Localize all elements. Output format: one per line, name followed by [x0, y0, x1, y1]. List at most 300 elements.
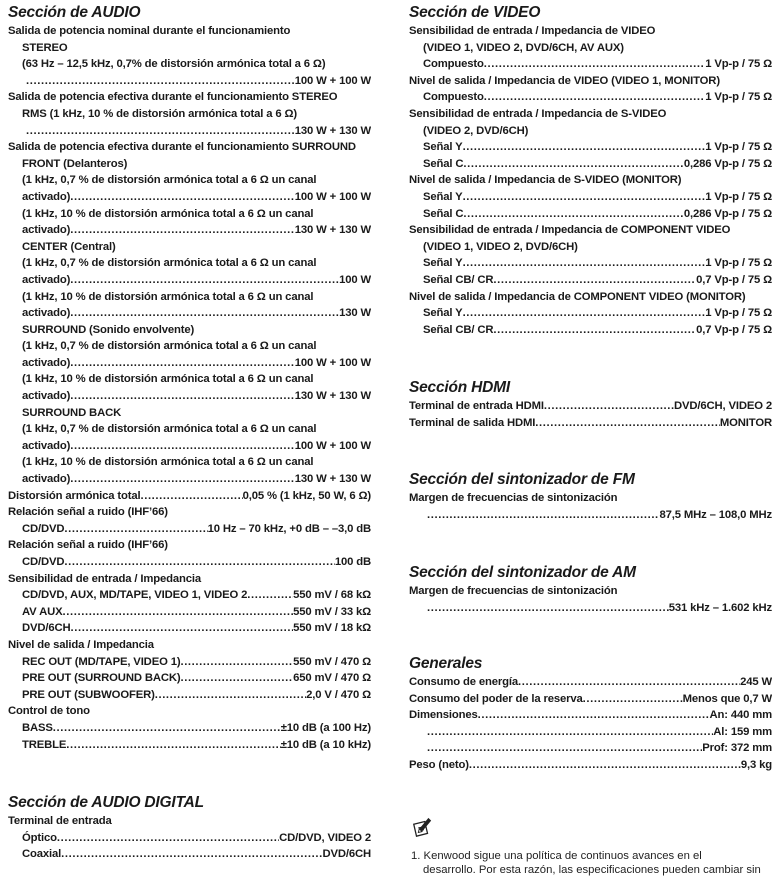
leader-row [22, 737, 371, 754]
spec-text: Margen de frecuencias de sintonización [409, 585, 618, 597]
spec-row [8, 388, 371, 405]
spec-text: (1 kHz, 10 % de distorsión armónica total a 6 Ω un canal [22, 456, 314, 469]
spec-row [8, 830, 371, 847]
spec-heading [8, 56, 371, 73]
spec-value: 1 Vp-p / 75 Ω [705, 91, 772, 104]
spec-text: (VIDEO 1, VIDEO 2, DVD/6CH) [423, 240, 578, 253]
spec-text: Margen de frecuencias de sintonización [409, 492, 618, 504]
spec-row [409, 415, 772, 432]
spec-list [409, 583, 772, 616]
spec-row [8, 620, 371, 637]
dot-leader [26, 73, 295, 90]
spec-value: DVD/6CH [322, 848, 371, 861]
spec-heading [8, 703, 371, 720]
section-title: Sección de AUDIO [8, 4, 141, 21]
dot-leader [463, 139, 706, 156]
spec-heading [8, 156, 371, 173]
leader-row [22, 846, 371, 863]
spec-value: 1 Vp-p / 75 Ω [705, 257, 772, 270]
spec-heading [409, 23, 772, 40]
spec-value: 130 W + 130 W [294, 390, 371, 403]
leader-row [22, 687, 371, 704]
leader-row [427, 600, 772, 617]
leader-row [26, 73, 371, 90]
spec-label: Consumo de energía [409, 676, 519, 688]
spec-heading [409, 222, 772, 239]
dot-leader [71, 620, 294, 637]
spec-row [8, 222, 371, 239]
spec-text: (1 kHz, 0,7 % de distorsión armónica total a 6 Ω un canal [22, 174, 317, 187]
spec-value: 130 W + 130 W [294, 473, 371, 486]
spec-row [409, 189, 772, 206]
spec-text: (1 kHz, 10 % de distorsión armónica total a 6 Ω un canal [22, 373, 314, 386]
spec-value: 0,286 Vp-p / 75 Ω [683, 207, 772, 220]
leader-row [423, 255, 772, 272]
spec-heading [8, 338, 371, 355]
spec-value: 550 mV / 33 kΩ [293, 605, 371, 618]
spec-text: Sensibilidad de entrada / Impedancia de S-VIDEO [409, 107, 667, 120]
spec-row [409, 724, 772, 741]
dot-leader [63, 604, 294, 621]
spec-value: 650 mV / 470 Ω [293, 672, 371, 685]
spec-heading [8, 537, 371, 554]
spec-text: Sensibilidad de entrada / Impedancia de VIDEO [409, 25, 656, 37]
dot-leader [53, 720, 281, 737]
leader-row [409, 674, 772, 691]
section-am-tuner [409, 563, 772, 616]
spec-heading [8, 255, 371, 272]
note-line: desarrollo. Por esta razón, las especificaciones pueden cambiar sin [423, 864, 761, 876]
spec-text: STEREO [22, 41, 68, 54]
leader-row [22, 305, 371, 322]
spec-heading [409, 583, 772, 600]
spec-text: SURROUND BACK [22, 406, 122, 419]
spec-row [8, 189, 371, 206]
dot-leader [70, 189, 295, 206]
spec-row [8, 123, 371, 140]
dot-leader [70, 222, 295, 239]
dot-leader [493, 322, 696, 339]
spec-heading [8, 637, 371, 654]
spec-row [409, 56, 772, 73]
spec-value: 87,5 MHz – 108,0 MHz [659, 508, 772, 521]
spec-value: 9,3 kg [740, 758, 772, 771]
dot-leader [70, 355, 295, 372]
spec-heading [8, 405, 371, 422]
spec-value: ±10 dB (a 100 Hz) [280, 721, 371, 734]
spec-text: Salida de potencia nominal durante el funcionamiento [8, 25, 291, 37]
spec-label: Señal CB/ CR [423, 273, 494, 286]
spec-value: Al: 159 mm [713, 725, 772, 738]
spec-text: (1 kHz, 10 % de distorsión armónica total a 6 Ω un canal [22, 290, 314, 303]
spec-value: 1 Vp-p / 75 Ω [705, 190, 772, 203]
spec-label: DVD/6CH [22, 622, 71, 635]
dot-leader [463, 255, 706, 272]
spec-value: 0,286 Vp-p / 75 Ω [683, 157, 772, 170]
spec-label: activado) [22, 273, 71, 286]
spec-label: Señal CB/ CR [423, 323, 494, 336]
spec-row [8, 305, 371, 322]
spec-row [8, 521, 371, 538]
spec-label: CD/DVD [22, 522, 65, 535]
spec-value: 550 mV / 470 Ω [293, 655, 371, 668]
dot-leader [427, 600, 669, 617]
spec-row [8, 720, 371, 737]
spec-label: PRE OUT (SURROUND BACK) [22, 672, 181, 685]
section-fm-tuner [409, 470, 772, 523]
spec-label: Señal C [423, 207, 464, 220]
spec-text: Nivel de salida / Impedancia de S-VIDEO (MONITOR) [409, 174, 682, 187]
spec-label: Dimensiones [409, 709, 478, 722]
spec-text: (63 Hz – 12,5 kHz, 0,7% de distorsión armónica total a 6 Ω) [22, 58, 326, 71]
spec-text: Sensibilidad de entrada / Impedancia de COMPONENT VIDEO [409, 224, 731, 237]
spec-text: Terminal de entrada [8, 815, 112, 827]
spec-label: activado) [22, 390, 71, 403]
note-line: 1. Kenwood sigue una política de continuos avances en el [411, 850, 702, 862]
spec-value: 550 mV / 18 kΩ [293, 622, 371, 635]
spec-row [409, 156, 772, 173]
leader-row [423, 206, 772, 223]
spec-text: SURROUND (Sonido envolvente) [22, 323, 195, 336]
dot-leader [70, 388, 295, 405]
section-general [409, 654, 772, 774]
spec-row [8, 488, 371, 505]
spec-row [409, 707, 772, 724]
leader-row [423, 305, 772, 322]
spec-value: 0,7 Vp-p / 75 Ω [696, 273, 772, 286]
spec-text: Salida de potencia efectiva durante el funcionamiento SURROUND [8, 141, 356, 154]
spec-heading [8, 813, 371, 830]
section-title: Sección HDMI [409, 379, 510, 396]
spec-text: (VIDEO 2, DVD/6CH) [423, 124, 529, 137]
spec-text: Nivel de salida / Impedancia de COMPONENT VIDEO (MONITOR) [409, 290, 746, 303]
leader-row [423, 189, 772, 206]
spec-heading [409, 40, 772, 57]
section-title: Generales [409, 655, 483, 672]
leader-row [427, 724, 772, 741]
spec-row [409, 740, 772, 757]
spec-text: Control de tono [8, 705, 90, 718]
spec-list [409, 490, 772, 523]
spec-value: 100 W [339, 273, 371, 286]
spec-value: 10 Hz – 70 kHz, +0 dB – –3,0 dB [207, 522, 371, 535]
spec-label: Óptico [22, 831, 57, 844]
spec-label: Coaxial [22, 848, 62, 861]
dot-leader [463, 206, 683, 223]
leader-row [409, 691, 772, 708]
spec-heading [8, 322, 371, 339]
dot-leader [518, 674, 740, 691]
spec-heading [409, 123, 772, 140]
dot-leader [70, 272, 339, 289]
dot-leader [484, 56, 705, 73]
spec-heading [409, 289, 772, 306]
spec-label: CD/DVD, AUX, MD/TAPE, VIDEO 1, VIDEO 2 [22, 589, 248, 602]
spec-heading [8, 421, 371, 438]
spec-text: (1 kHz, 10 % de distorsión armónica total a 6 Ω un canal [22, 207, 314, 220]
dot-leader [478, 707, 710, 724]
spec-label: REC OUT (MD/TAPE, VIDEO 1) [22, 655, 181, 668]
dot-leader [427, 724, 713, 741]
dot-leader [427, 507, 659, 524]
spec-label: activado) [22, 190, 71, 203]
leader-row [423, 56, 772, 73]
spec-text: (1 kHz, 0,7 % de distorsión armónica total a 6 Ω un canal [22, 340, 317, 353]
spec-label: Señal Y [423, 307, 463, 320]
spec-row [409, 206, 772, 223]
spec-text: FRONT (Delanteros) [22, 157, 128, 170]
spec-value: 100 dB [334, 556, 371, 568]
spec-row [8, 73, 371, 90]
dot-leader [70, 471, 295, 488]
dot-leader [493, 272, 696, 289]
spec-heading [8, 172, 371, 189]
leader-row [22, 272, 371, 289]
dot-leader [70, 305, 339, 322]
leader-row [423, 322, 772, 339]
dot-leader [180, 654, 293, 671]
spec-row [8, 604, 371, 621]
spec-list [8, 23, 371, 753]
dot-leader [535, 415, 720, 432]
section-video [409, 3, 772, 338]
leader-row [22, 521, 371, 538]
spec-row [409, 398, 772, 415]
dot-leader [247, 587, 293, 604]
spec-value: 1 Vp-p / 75 Ω [705, 141, 772, 154]
spec-heading [8, 504, 371, 521]
spec-row [8, 554, 371, 571]
dot-leader [66, 737, 280, 754]
dot-leader [484, 89, 705, 106]
leader-row [427, 507, 772, 524]
leader-row [22, 620, 371, 637]
spec-text: Nivel de salida / Impedancia de VIDEO (VIDEO 1, MONITOR) [409, 74, 720, 87]
note-block [409, 812, 774, 877]
spec-label: activado) [22, 473, 71, 486]
spec-row [409, 322, 772, 339]
spec-label: BASS [22, 721, 53, 734]
spec-label: AV AUX [22, 605, 63, 618]
spec-label: TREBLE [22, 738, 67, 751]
spec-row [409, 757, 772, 774]
spec-value: 245 W [740, 676, 772, 688]
spec-row [8, 355, 371, 372]
spec-heading [409, 239, 772, 256]
leader-row [22, 604, 371, 621]
leader-row [22, 670, 371, 687]
leader-row [409, 398, 772, 415]
spec-row [409, 674, 772, 691]
left-column [8, 0, 371, 861]
spec-heading [8, 40, 371, 57]
leader-row [427, 740, 772, 757]
spec-label: activado) [22, 224, 71, 237]
spec-heading [8, 571, 371, 588]
spec-label: activado) [22, 439, 71, 452]
leader-row [22, 189, 371, 206]
spec-value: 2,0 V / 470 Ω [306, 688, 371, 701]
spec-row [8, 272, 371, 289]
spec-label: Compuesto [423, 58, 484, 71]
spec-row [8, 471, 371, 488]
spec-heading [8, 289, 371, 306]
dot-leader [463, 156, 683, 173]
leader-row [22, 587, 371, 604]
spec-list [8, 813, 371, 863]
spec-value: 100 W + 100 W [294, 439, 371, 452]
dot-leader [57, 830, 279, 847]
spec-value: CD/DVD, VIDEO 2 [279, 831, 371, 844]
spec-value: 1 Vp-p / 75 Ω [705, 58, 772, 71]
spec-text: Salida de potencia efectiva durante el funcionamiento STEREO [8, 91, 338, 104]
leader-row [423, 139, 772, 156]
leader-row [22, 554, 371, 571]
spec-text: Relación señal a ruido (IHF’66) [8, 506, 168, 519]
dot-leader [469, 757, 741, 774]
spec-heading [8, 139, 371, 156]
spec-value: 100 W + 100 W [294, 74, 371, 87]
dot-leader [61, 846, 322, 863]
spec-heading [8, 454, 371, 471]
spec-text: (1 kHz, 0,7 % de distorsión armónica total a 6 Ω un canal [22, 423, 317, 436]
spec-heading [409, 73, 772, 90]
leader-row [22, 388, 371, 405]
spec-row [8, 846, 371, 863]
spec-label: Compuesto [423, 91, 484, 104]
spec-row [409, 272, 772, 289]
spec-row [8, 654, 371, 671]
leader-row [22, 654, 371, 671]
section-title: Sección de VIDEO [409, 4, 541, 21]
spec-label: activado) [22, 307, 71, 320]
spec-value: An: 440 mm [709, 709, 772, 722]
leader-row [423, 156, 772, 173]
dot-leader [427, 740, 702, 757]
spec-value: Menos que 0,7 W [682, 692, 772, 705]
spec-value: 130 W + 130 W [294, 224, 371, 237]
spec-text: Nivel de salida / Impedancia [8, 638, 154, 651]
spec-heading [8, 23, 371, 40]
leader-row [26, 123, 371, 140]
dot-leader [583, 691, 683, 708]
spec-value: 100 W + 100 W [294, 356, 371, 369]
spec-list [409, 23, 772, 338]
spec-label: Terminal de salida HDMI [409, 416, 536, 429]
leader-row [409, 707, 772, 724]
note-pencil-icon [411, 816, 433, 838]
spec-label: Señal Y [423, 257, 463, 270]
spec-row [409, 255, 772, 272]
spec-row [409, 89, 772, 106]
spec-label: Señal C [423, 157, 464, 170]
spec-label: Consumo del poder de la reserva [409, 692, 583, 705]
leader-row [22, 438, 371, 455]
leader-row [22, 222, 371, 239]
leader-row [8, 488, 371, 505]
dot-leader [140, 488, 242, 505]
leader-row [409, 415, 772, 432]
spec-label: CD/DVD [22, 556, 65, 568]
spec-value: 550 mV / 68 kΩ [293, 589, 371, 602]
spec-value: 1 Vp-p / 75 Ω [705, 307, 772, 320]
spec-row [409, 507, 772, 524]
leader-row [22, 355, 371, 372]
spec-row [8, 670, 371, 687]
spec-text: (VIDEO 1, VIDEO 2, DVD/6CH, AV AUX) [423, 41, 624, 54]
spec-heading [409, 106, 772, 123]
dot-leader [26, 123, 295, 140]
spec-label: Señal Y [423, 141, 463, 154]
spec-list [409, 398, 772, 431]
leader-row [22, 471, 371, 488]
dot-leader [70, 438, 295, 455]
spec-heading [8, 89, 371, 106]
dot-leader [463, 189, 706, 206]
spec-value: Prof: 372 mm [702, 742, 772, 755]
spec-heading [409, 490, 772, 507]
dot-leader [180, 670, 293, 687]
spec-row [409, 600, 772, 617]
dot-leader [64, 554, 334, 571]
section-hdmi [409, 378, 772, 431]
spec-heading [8, 371, 371, 388]
spec-value: 130 W [339, 307, 371, 320]
section-title: Sección del sintonizador de FM [409, 471, 635, 488]
spec-label: PRE OUT (SUBWOOFER) [22, 688, 155, 701]
dot-leader [463, 305, 706, 322]
spec-text: RMS (1 kHz, 10 % de distorsión armónica total a 6 Ω) [22, 107, 297, 120]
leader-row [22, 830, 371, 847]
section-audio-digital [8, 793, 371, 863]
section-title: Sección del sintonizador de AM [409, 564, 636, 581]
spec-value: 0,05 % (1 kHz, 50 W, 6 Ω) [242, 489, 371, 502]
spec-row [8, 587, 371, 604]
spec-row [8, 687, 371, 704]
leader-row [409, 757, 772, 774]
spec-value: 100 W + 100 W [294, 190, 371, 203]
spec-label: Señal Y [423, 190, 463, 203]
spec-label: Terminal de entrada HDMI [409, 400, 544, 412]
spec-label: Peso (neto) [409, 758, 469, 771]
spec-heading [8, 239, 371, 256]
spec-text: (1 kHz, 0,7 % de distorsión armónica total a 6 Ω un canal [22, 257, 317, 270]
spec-list [409, 674, 772, 774]
spec-value: MONITOR [719, 416, 772, 429]
spec-text: Sensibilidad de entrada / Impedancia [8, 572, 201, 585]
spec-heading [409, 172, 772, 189]
spec-text: CENTER (Central) [22, 240, 116, 253]
spec-value: 130 W + 130 W [294, 124, 371, 137]
spec-heading [8, 106, 371, 123]
spec-heading [8, 206, 371, 223]
dot-leader [64, 521, 207, 538]
section-title: Sección de AUDIO DIGITAL [8, 794, 204, 811]
dot-leader [155, 687, 306, 704]
leader-row [423, 272, 772, 289]
leader-row [22, 720, 371, 737]
section-audio [8, 0, 371, 753]
leader-row [423, 89, 772, 106]
spec-row [409, 139, 772, 156]
spec-row [8, 438, 371, 455]
dot-leader [544, 398, 674, 415]
spec-label: Distorsión armónica total [8, 489, 141, 502]
spec-value: DVD/6CH, VIDEO 2 [673, 400, 772, 412]
spec-value: ±10 dB (a 10 kHz) [280, 738, 371, 751]
spec-row [409, 305, 772, 322]
spec-row [409, 691, 772, 708]
